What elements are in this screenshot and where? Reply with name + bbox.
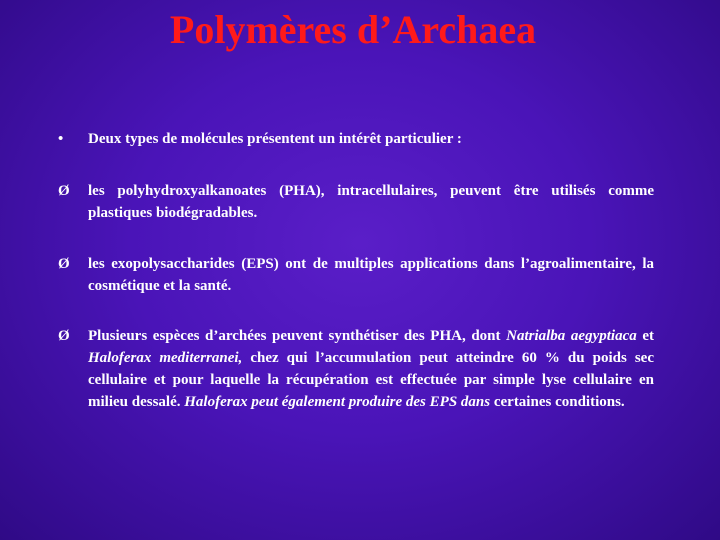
species-name-natrialba: Natrialba aegyptiaca <box>506 328 637 344</box>
arrow-bullet-icon: Ø <box>58 256 70 272</box>
species-name-haloferax: Haloferax mediterranei, <box>88 350 243 366</box>
list-item-pha <box>58 180 654 224</box>
bullet-dot-icon: • <box>58 131 64 147</box>
species-text-part: Plusieurs espèces d’archées peuvent synthétiser des PHA, dont <box>88 328 507 344</box>
arrow-bullet-icon: Ø <box>58 328 70 344</box>
slide-title: Polymères d’Archaea <box>169 7 537 52</box>
species-text-part: certaines conditions. <box>490 394 625 410</box>
list-item-eps <box>58 253 654 297</box>
species-italic-tail: Haloferax peut également produire des EPS dans <box>184 394 491 410</box>
intro-text: Deux types de molécules présentent un intérêt particulier : <box>88 131 462 147</box>
item-text-pha: les polyhydroxyalkanoates (PHA), intracellulaires, peuvent être utilisés comme plastiques biodégradables. <box>88 183 654 221</box>
species-text-part: chez qui l’accumulation peut atteindre 60 % du poids sec cellulaire et pour laquelle la récupération est effectuée par simple lyse cellulaire en milieu dessalé. <box>88 350 654 410</box>
arrow-bullet-icon: Ø <box>58 183 70 199</box>
item-text-species <box>88 325 654 413</box>
species-text-part: et <box>636 328 655 344</box>
list-item-species <box>58 325 654 413</box>
item-text-eps: les exopolysaccharides (EPS) ont de multiples applications dans l’agroalimentaire, la cosmétique et la santé. <box>88 256 654 294</box>
